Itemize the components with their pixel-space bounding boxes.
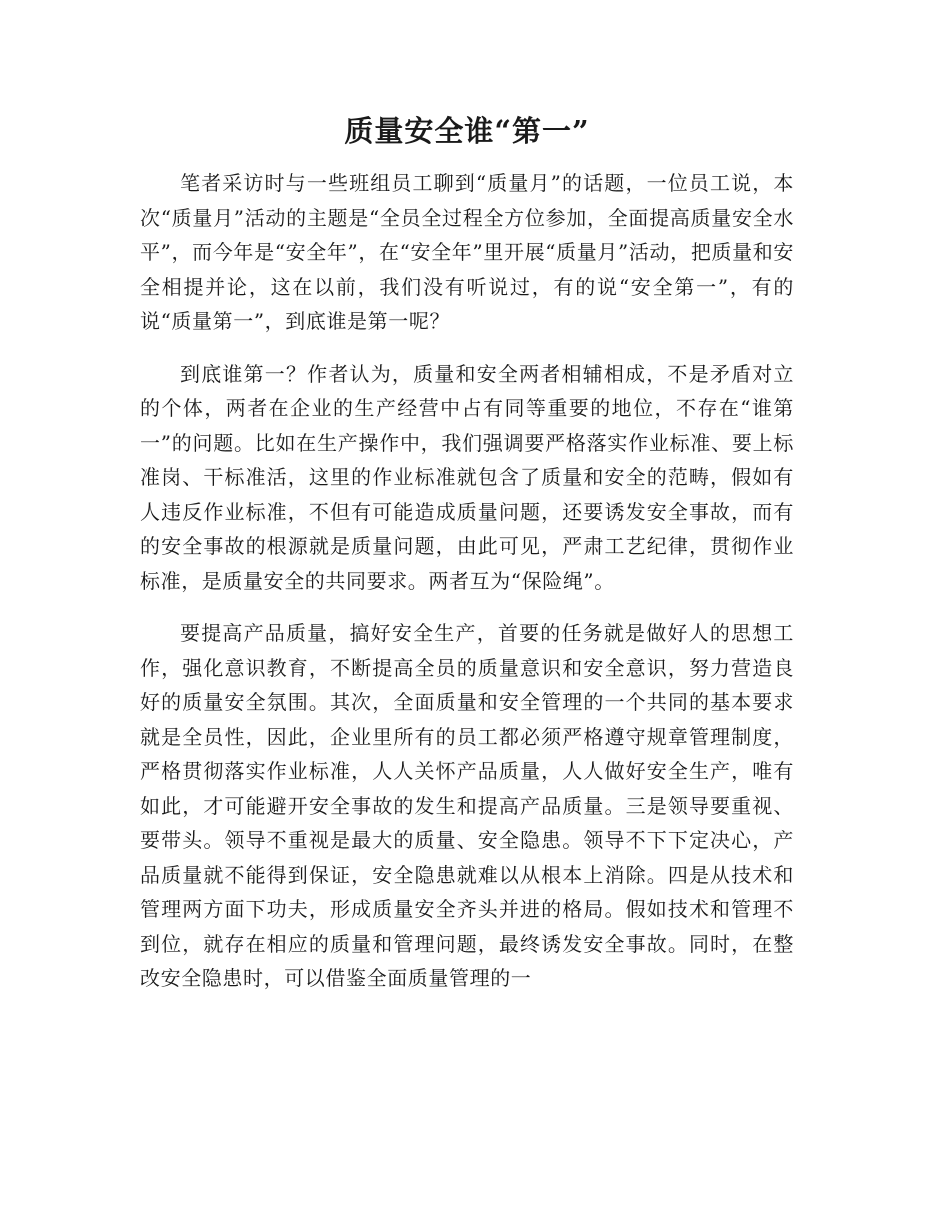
paragraph-2: 到底谁第一？作者认为，质量和安全两者相辅相成，不是矛盾对立的个体，两者在企业的生产经营中占有同等重要的地位，不存在“谁第一”的问题。比如在生产操作中，我们强调要严格落实作业标准、要上标准岗、干标准活，这里的作业标准就包含了质量和安全的范畴，假如有人违反作业标准，不但有可能造成质量问题，还要诱发安全事故，而有的安全事故的根源就是质量问题，由此可见，严肃工艺纪律，贯彻作业标准，是质量安全的共同要求。两者互为“保险绳”。 — [140, 361, 794, 593]
document-page — [140, 108, 794, 996]
paragraph-3: 要提高产品质量，搞好安全生产，首要的任务就是做好人的思想工作，强化意识教育，不断提高全员的质量意识和安全意识，努力营造良好的质量安全氛围。其次，全面质量和安全管理的一个共同的基本要求就是全员性，因此，企业里所有的员工都必须严格遵守规章管理制度，严格贯彻落实作业标准，人人关怀产品质量，人人做好安全生产，唯有如此，才可能避开安全事故的发生和提高产品质量。三是领导要重视、要带头。领导不重视是最大的质量、安全隐患。领导不下下定决心，产品质量就不能得到保证，安全隐患就难以从根本上消除。四是从技术和管理两方面下功夫，形成质量安全齐头并进的格局。假如技术和管理不到位，就存在相应的质量和管理问题，最终诱发安全事故。同时，在整改安全隐患时，可以借鉴全面质量管理的一 — [140, 621, 794, 990]
paragraph-1: 笔者采访时与一些班组员工聊到“质量月”的话题，一位员工说，本次“质量月”活动的主题是“全员全过程全方位参加，全面提高质量安全水平”，而今年是“安全年”，在“安全年”里开展“质量月”活动，把质量和安全相提并论，这在以前，我们没有听说过，有的说“安全第一”，有的说“质量第一”，到底谁是第一呢？ — [140, 171, 794, 333]
document-title: 质量安全谁“第一” — [344, 114, 590, 148]
